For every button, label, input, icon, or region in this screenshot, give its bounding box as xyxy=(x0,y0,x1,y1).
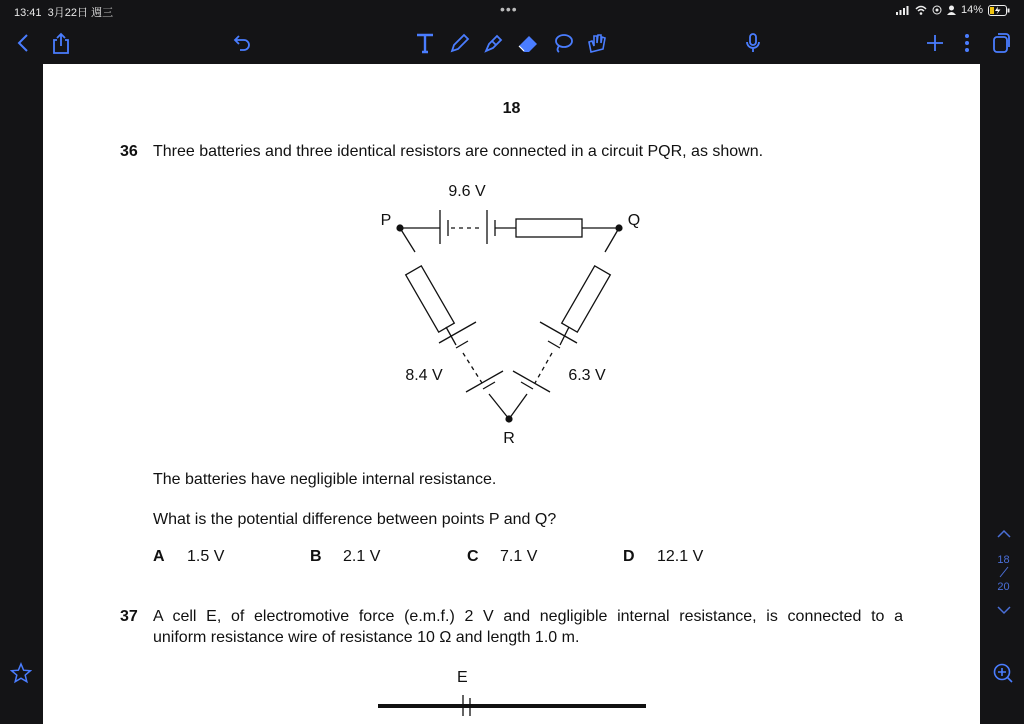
question-36-line1: The batteries have negligible internal resistance. xyxy=(153,471,497,488)
question-36-line2: What is the potential difference between points P and Q? xyxy=(153,511,557,528)
share-button[interactable] xyxy=(48,30,74,56)
question-37-line1: A cell E, of electromotive force (e.m.f.) 2 V and negligible internal resistance, is connected to a xyxy=(153,608,903,625)
question-37-line2: uniform resistance wire of resistance 10 Ω and length 1.0 m. xyxy=(153,629,580,646)
battery-icon xyxy=(988,5,1010,16)
pen-tool-button[interactable] xyxy=(447,30,473,56)
eraser-icon xyxy=(516,32,540,54)
circuit-diagram xyxy=(43,64,980,464)
option-a-letter[interactable]: A xyxy=(153,548,165,565)
document-page[interactable] xyxy=(43,64,980,724)
star-icon xyxy=(10,662,32,684)
option-b-letter[interactable]: B xyxy=(310,548,322,565)
page-separator-icon xyxy=(998,566,1010,578)
point-p-label: P xyxy=(380,212,392,229)
question-36-number: 36 xyxy=(120,143,138,160)
chevron-left-icon xyxy=(16,33,30,53)
status-time: 13:41 3月22日 週三 xyxy=(14,7,114,19)
zoom-button[interactable] xyxy=(988,658,1018,688)
pages-button[interactable] xyxy=(988,30,1014,56)
multitask-dots[interactable]: ••• xyxy=(500,1,518,17)
page-navigator xyxy=(983,525,1024,635)
emf-top-label: 9.6 V xyxy=(448,183,486,200)
option-c-value: 7.1 V xyxy=(500,548,538,565)
point-q-label: Q xyxy=(627,212,641,229)
question-37-number: 37 xyxy=(120,608,138,625)
point-q-node xyxy=(615,224,622,231)
more-vertical-icon xyxy=(964,33,970,53)
shape-tool-button[interactable] xyxy=(584,30,610,56)
option-b-value: 2.1 V xyxy=(343,548,381,565)
emf-left-label: 8.4 V xyxy=(405,367,443,384)
toolbar xyxy=(0,22,1024,64)
more-menu-button[interactable] xyxy=(954,30,980,56)
option-c-letter[interactable]: C xyxy=(467,548,479,565)
current-page-indicator: 18 xyxy=(997,554,1010,566)
share-icon xyxy=(51,32,71,54)
cell-e-label: E xyxy=(457,669,468,686)
location-icon xyxy=(932,5,942,15)
status-bar xyxy=(0,0,1024,22)
pen-icon xyxy=(449,32,471,54)
option-d-letter[interactable]: D xyxy=(623,548,635,565)
point-r-node xyxy=(505,415,512,422)
total-pages-indicator: 20 xyxy=(997,581,1010,593)
page-number: 18 xyxy=(502,100,521,117)
undo-icon xyxy=(231,33,253,53)
mic-button[interactable] xyxy=(740,30,766,56)
chevron-down-icon[interactable] xyxy=(996,605,1012,615)
mic-icon xyxy=(744,32,762,54)
point-r-label: R xyxy=(503,430,515,447)
option-d-value: 12.1 V xyxy=(657,548,704,565)
person-icon xyxy=(947,5,956,15)
option-a-value: 1.5 V xyxy=(187,548,225,565)
highlighter-tool-button[interactable] xyxy=(481,30,507,56)
lasso-icon xyxy=(552,32,574,54)
question-36-text: Three batteries and three identical resistors are connected in a circuit PQR, as shown. xyxy=(153,143,764,160)
lasso-tool-button[interactable] xyxy=(550,30,576,56)
highlighter-icon xyxy=(483,32,505,54)
back-button[interactable] xyxy=(10,30,36,56)
battery-percent: 14% xyxy=(960,4,983,16)
pages-icon xyxy=(991,32,1011,54)
hand-shape-icon xyxy=(586,32,608,54)
text-tool-button[interactable] xyxy=(412,30,438,56)
undo-button[interactable] xyxy=(229,30,255,56)
zoom-in-icon xyxy=(992,662,1014,684)
eraser-tool-button[interactable] xyxy=(515,30,541,56)
point-p-node xyxy=(396,224,403,231)
chevron-up-icon[interactable] xyxy=(996,529,1012,539)
favorite-button[interactable] xyxy=(6,658,36,688)
plus-icon xyxy=(925,33,945,53)
wire-diagram xyxy=(43,684,980,724)
signal-icon xyxy=(896,6,910,15)
wifi-icon xyxy=(915,5,927,15)
status-right xyxy=(896,4,1010,16)
emf-right-label: 6.3 V xyxy=(568,367,606,384)
add-page-button[interactable] xyxy=(922,30,948,56)
text-tool-icon xyxy=(415,32,435,54)
